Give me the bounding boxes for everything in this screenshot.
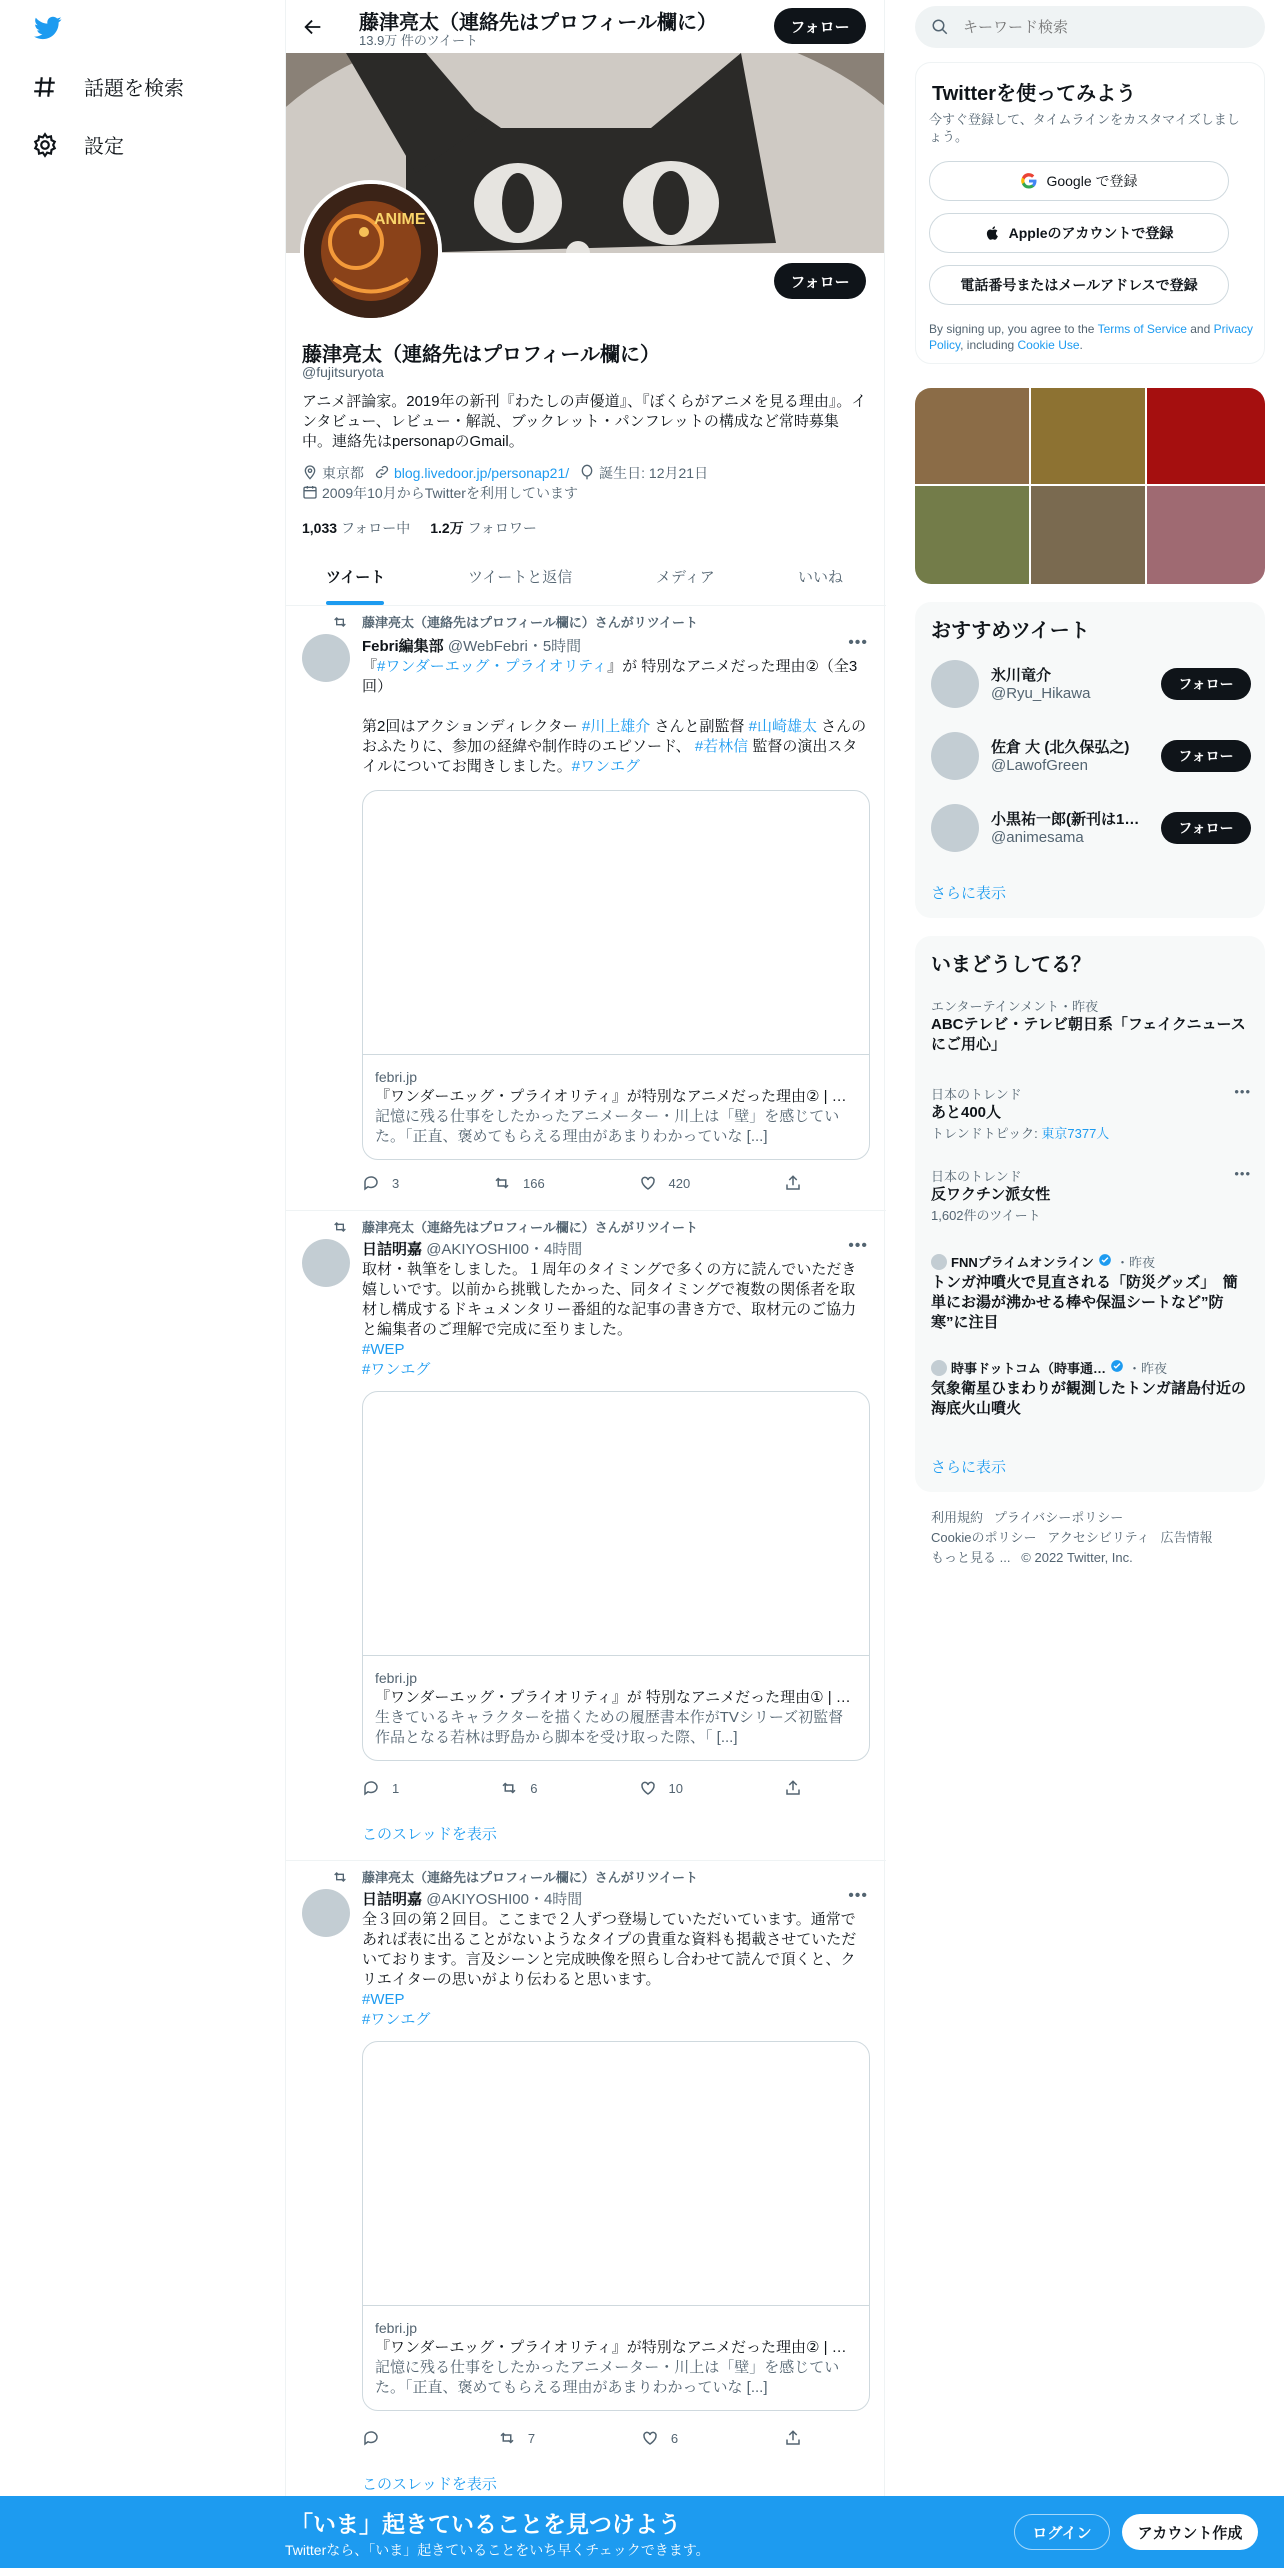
banner-signup-button[interactable]: アカウント作成 [1122,2514,1258,2550]
profile-joined-row [302,483,578,503]
tweet-text-part: 』が 特別なアニメだった理由②（全3回） [362,658,858,695]
reply-count: 1 [392,1780,400,1796]
trend-subtitle-text: トレンドトピック: [931,1126,1042,1141]
news-title: 気象衛星ひまわりが観測したトンガ諸島付近の海底火山噴火 [931,1380,1247,1417]
media-thumbnail[interactable] [1031,388,1145,484]
tweet-actions [362,1174,802,1192]
bottom-signup-banner [0,2496,1284,2568]
media-thumbnail[interactable] [915,388,1029,484]
profile-stats [302,518,537,538]
trend-subtitle: 1,602件のツイート [931,1208,1041,1223]
tab-tweets[interactable]: ツイート [326,569,386,586]
link-card-title: 『ワンダーエッグ・プライオリティ』が 特別なアニメだった理由① | … [375,1689,851,1706]
tweet-author-line [362,1888,582,1909]
link-card[interactable] [362,790,870,1160]
tweet-text-part: 監督の演出スタイルについてお聞きしました。 [362,738,858,775]
trend-more-icon[interactable]: ••• [1234,1166,1251,1181]
terms-text: . [1079,338,1083,352]
link-card-title: 『ワンダーエッグ・プライオリティ』が特別なアニメだった理由② | … [375,2339,847,2356]
search-box[interactable] [915,6,1265,48]
reply-icon [362,1174,380,1192]
share-icon [784,1779,802,1797]
cookie-link[interactable]: Cookie Use [1017,338,1080,352]
retweet-small-icon [332,614,348,630]
reply-icon [362,1779,380,1797]
user-handle: @LawofGreen [991,757,1088,774]
apple-signup-label: Appleのアカウントで登録 [1008,225,1174,241]
tweet-actions [362,2429,802,2447]
terms-text: By signing up, you agree to the [929,322,1098,336]
signup-terms [929,321,1254,353]
tweet-author-line [362,1238,582,1259]
tweet-body: 取材・執筆をしました。１周年のタイミングで多くの方に読んでいただき嬉しいです。以前から挑戦したかった、同タイミングで複数の関係者を取材し構成するドキュメンタリー番組的な記事の書き方で、取材元のご協力と編集者のご理解で完成に至りました。 [362,1261,857,1338]
show-thread-link[interactable]: このスレッドを表示 [362,1826,497,1843]
hashtag-link[interactable]: #ワンエグ [571,758,641,775]
share-button[interactable] [784,2429,802,2447]
reply-count: 3 [392,1175,400,1191]
banner-title: 「いま」起きていることを見つけよう [290,2511,681,2537]
avatar-text: ANIME [374,211,426,228]
media-thumbnail[interactable] [1147,486,1265,584]
search-icon [931,18,949,36]
retweet-icon [498,2429,516,2447]
footer-terms-link[interactable]: 利用規約 [931,1510,984,1525]
reply-button[interactable] [362,1174,399,1192]
news-source: 時事ドットコム（時事通… [951,1361,1106,1376]
signup-subtitle: 今すぐ登録して、タイムラインをカスタマイズしましょう。 [929,112,1240,144]
apple-signup-button[interactable] [929,213,1229,253]
tweet-author-avatar[interactable] [302,1889,350,1937]
news-source-line [931,1252,1251,1271]
hashtag-link[interactable]: #WEP [362,1341,405,1358]
trend-context: 日本のトレンド [931,1087,1022,1102]
followers-label: フォロワー [467,520,537,536]
trends-panel [915,936,1265,1492]
google-signup-label: Google で登録 [1046,173,1138,189]
retweet-button[interactable] [493,1174,545,1192]
hashtag-link[interactable]: #ワンエグ [362,1361,431,1378]
link-card[interactable] [362,2041,870,2411]
banner-subtitle: Twitterなら、「いま」起きていることをいち早くチェックできます。 [285,2542,710,2558]
who-to-follow-user[interactable] [931,656,1251,712]
tweet-text-part: 『 [362,658,378,675]
share-icon [784,2429,802,2447]
tweet-author-meta: @AKIYOSHI00・4時間 [426,1241,583,1258]
profile-joined: 2009年10月からTwitterを利用しています [322,485,578,501]
footer-accessibility-link[interactable]: アクセシビリティ [1047,1530,1150,1545]
source-avatar [931,1254,947,1270]
news-time: ・昨夜 [1127,1361,1167,1376]
tweet-author-name[interactable]: Febri編集部 [362,638,444,655]
retweet-icon [500,1779,518,1797]
link-card-domain: febri.jp [375,1069,418,1085]
media-thumbnail[interactable] [1031,486,1145,584]
tweet-author-avatar[interactable] [302,634,350,682]
like-count: 6 [670,2430,679,2446]
who-to-follow-user[interactable] [931,800,1251,856]
retweet-indicator [332,1867,698,1886]
trend-topic-link[interactable]: 東京7377人 [1041,1126,1110,1141]
retweet-label: 藤津亮太（連絡先はプロフィール欄に）さんがリツイート [362,1220,699,1235]
share-button[interactable] [784,1174,802,1192]
follow-button[interactable]: フォロー [1161,812,1251,844]
tweet-1[interactable] [286,606,884,1210]
trend-context: エンターテインメント・昨夜 [931,999,1099,1014]
link-card-image [363,1392,869,1656]
verified-badge-icon [1098,1253,1112,1270]
reply-button[interactable] [362,1779,399,1797]
phone-email-signup-button[interactable]: 電話番号またはメールアドレスで登録 [929,265,1229,305]
who-to-follow-user[interactable] [931,728,1251,784]
link-card-image [363,2042,869,2306]
retweet-count: 166 [523,1175,545,1191]
tweet-text [362,1260,870,1380]
tweet-text-part: さんと副監督 [650,718,749,735]
user-name: 氷川竜介 [991,667,1052,684]
hashtag-link[interactable]: #WEP [362,1991,405,2008]
google-signup-button[interactable] [929,161,1229,201]
location-pin-icon [302,464,318,483]
like-count: 10 [668,1780,683,1796]
back-arrow-icon[interactable] [302,16,324,42]
search-input[interactable] [963,19,1223,36]
link-card-description: 記憶に残る仕事をしたかったアニメーター・川上は「壁」を感じていた。「正直、褒めてもらえる理由があまりわかっていな [...] [375,2359,840,2396]
news-item[interactable] [931,1252,1251,1333]
retweet-indicator [332,612,698,631]
retweet-label: 藤津亮太（連絡先はプロフィール欄に）さんがリツイート [362,1870,699,1885]
more-options-icon[interactable]: ••• [848,1237,868,1254]
who-to-follow-title: おすすめツイート [931,620,1090,642]
signup-panel [915,62,1265,364]
news-time: ・昨夜 [1115,1255,1155,1270]
share-button[interactable] [784,1779,802,1797]
signup-title: Twitterを使ってみよう [932,83,1137,105]
apple-icon [985,225,1001,241]
user-avatar[interactable] [931,804,979,852]
hashtag-icon [32,74,58,100]
tab-media[interactable]: メディア [656,569,715,586]
tweet-author-avatar[interactable] [302,1239,350,1287]
more-options-icon[interactable]: ••• [848,634,868,651]
footer-links [931,1508,1251,1568]
tweet-author-meta: @WebFebri・5時間 [447,638,582,655]
tweet-author-name[interactable]: 日詰明嘉 [362,1241,423,1258]
link-card-domain: febri.jp [375,2320,418,2336]
trend-subtitle [931,1123,1251,1142]
tweet-text-part: さんのおふたりに、参加の経緯や制作時のエピソード、 [362,718,867,755]
news-source-line [931,1358,1251,1377]
trend-context: 日本のトレンド [931,1169,1022,1184]
retweet-count: 6 [530,1780,538,1796]
nav-settings-label: 設定 [84,136,124,158]
footer-ads-link[interactable]: 広告情報 [1160,1530,1213,1545]
tab-likes[interactable]: いいね [798,569,844,586]
tweet-text [362,1910,870,2030]
user-handle: @animesama [991,829,1084,846]
link-card[interactable] [362,1391,870,1761]
link-card-title: 『ワンダーエッグ・プライオリティ』が特別なアニメだった理由② | … [375,1088,847,1105]
trend-item[interactable] [931,1166,1251,1224]
terms-text: , including [960,338,1018,352]
news-source: FNNプライムオンライン [951,1255,1094,1270]
like-button[interactable] [639,1174,691,1192]
hashtag-link[interactable]: #ワンエグ [362,2011,431,2028]
reply-icon [362,2429,380,2447]
share-icon [784,1174,802,1192]
heart-icon [641,2429,659,2447]
like-count: 420 [668,1175,691,1191]
header-title: 藤津亮太（連絡先はプロフィール欄に） [359,12,717,34]
banner-login-button[interactable]: ログイン [1014,2514,1110,2550]
terms-link[interactable]: Terms of Service [1097,322,1187,336]
tab-tweets-replies[interactable]: ツイートと返信 [468,569,573,586]
hashtag-link[interactable]: #若林信 [694,738,749,755]
retweet-icon [493,1174,511,1192]
profile-birthday: 誕生日: 12月21日 [599,465,709,481]
gear-icon [32,132,58,158]
tweet-actions [362,1779,802,1797]
trend-more-icon[interactable]: ••• [1234,1084,1251,1099]
main-column [285,0,885,2568]
footer-copyright: © 2022 Twitter, Inc. [1021,1550,1133,1565]
who-to-follow-more-link[interactable]: さらに表示 [931,885,1007,902]
user-avatar[interactable] [931,732,979,780]
retweet-count: 7 [527,2430,536,2446]
header-tweet-count: 13.9万 件のツイート [359,33,479,48]
balloon-icon [579,464,595,483]
trends-title: いまどうしてる？ [931,954,1091,976]
header-follow-button[interactable]: フォロー [774,8,866,44]
twitter-logo-icon[interactable] [32,14,64,42]
nav-explore[interactable] [32,72,184,101]
who-to-follow-panel [915,602,1265,918]
tweet-author-name[interactable]: 日詰明嘉 [362,1891,423,1908]
link-card-description: 記憶に残る仕事をしたかったアニメーター・川上は「壁」を感じていた。「正直、褒めてもらえる理由があまりわかっていな [...] [375,1108,840,1145]
like-button[interactable] [639,1779,683,1797]
retweet-small-icon [332,1869,348,1885]
retweet-indicator [332,1217,698,1236]
tweet-author-meta: @AKIYOSHI00・4時間 [426,1891,583,1908]
heart-icon [639,1779,657,1797]
followers-stat[interactable] [430,518,537,538]
profile-url-link[interactable]: blog.livedoor.jp/personap21/ [394,465,570,481]
trend-item[interactable] [931,996,1251,1055]
tweet-text-part: 第2回はアクションディレクター [362,718,582,735]
trend-title: ABCテレビ・テレビ朝日系「フェイクニュースにご用心」 [931,1016,1246,1053]
trend-item[interactable] [931,1084,1251,1142]
show-thread-link[interactable]: このスレッドを表示 [362,2476,497,2493]
nav-settings[interactable] [32,130,124,159]
following-stat[interactable] [302,518,410,538]
link-card-image [363,791,869,1055]
google-icon [1020,172,1038,190]
following-label: フォロー中 [340,520,411,536]
hashtag-link[interactable]: #川上雄介 [581,718,651,735]
link-card-domain: febri.jp [375,1670,418,1686]
source-avatar [931,1360,947,1376]
trends-more-link[interactable]: さらに表示 [931,1459,1007,1476]
calendar-icon [302,484,318,503]
media-grid[interactable] [915,388,1265,584]
trend-title: あと400人 [931,1104,1002,1121]
media-thumbnail[interactable] [1147,388,1265,484]
hashtag-link[interactable]: #山崎雄太 [748,718,817,735]
profile-location: 東京都 [322,465,364,481]
news-title: トンガ沖噴火で見直される「防災グッズ」 簡単にお湯が沸かせる棒や保温シートなど”防寒”に注目 [931,1274,1238,1331]
tweet-body: 全３回の第２回目。ここまで２人ずつ登場していただいています。通常であれば表に出ることがないようなタイプの貴重な資料も掲載させていただいております。言及シーンと完成映像を照らし合わせて読んで頂くと、クリエイターの思いがより伝わると思います。 [362,1911,857,1988]
verified-badge-icon [1110,1359,1124,1376]
heart-icon [639,1174,657,1192]
more-options-icon[interactable]: ••• [848,1887,868,1904]
user-name: 小黒祐一郎(新刊は1… [991,811,1140,828]
profile-follow-button[interactable]: フォロー [774,263,866,299]
user-handle: @Ryu_Hikawa [991,685,1091,702]
profile-name: 藤津亮太（連絡先はプロフィール欄に） [302,344,660,366]
retweet-button[interactable] [498,2429,535,2447]
footer-privacy-link[interactable]: プライバシーポリシー [993,1510,1124,1525]
profile-avatar[interactable] [300,180,442,322]
followers-count: 1.2万 [430,520,464,536]
retweet-small-icon [332,1219,348,1235]
news-item[interactable] [931,1358,1251,1419]
footer-cookie-link[interactable]: Cookieのポリシー [931,1530,1037,1545]
terms-text: and [1186,322,1214,336]
footer-more-link[interactable]: もっと見る ... [931,1550,1011,1565]
privacy-link[interactable]: Privacy Policy [929,322,1253,352]
link-card-description: 生きているキャラクターを描くための履歴書本作がTVシリーズ初監督作品となる若林は野島から脚本を受け取った際、「 [...] [375,1709,844,1746]
following-count: 1,033 [302,520,338,536]
profile-bio: アニメ評論家。2019年の新刊『わたしの声優道』、『ぼくらがアニメを見る理由』。インタビュー、レビュー・解説、ブックレット・パンフレットの構成など常時募集中。連絡先はpersonapのGmail。 [302,393,867,450]
follow-button[interactable]: フォロー [1161,668,1251,700]
profile-handle: @fujitsuryota [302,364,384,380]
follow-button[interactable]: フォロー [1161,740,1251,772]
profile-meta-row [302,463,872,483]
media-thumbnail[interactable] [915,486,1029,584]
trend-title: 反ワクチン派女性 [931,1186,1051,1203]
retweet-label: 藤津亮太（連絡先はプロフィール欄に）さんがリツイート [362,615,699,630]
reply-button[interactable] [362,2429,392,2447]
retweet-button[interactable] [500,1779,537,1797]
link-icon [374,464,390,483]
like-button[interactable] [641,2429,678,2447]
tweet-2[interactable] [286,1211,884,1861]
user-avatar[interactable] [931,660,979,708]
tweet-3[interactable] [286,1861,884,2501]
hashtag-link[interactable]: #ワンダーエッグ・プライオリティ [377,658,608,675]
user-name: 佐倉 大 (北久保弘之) [991,739,1130,756]
tweet-author-line [362,635,581,656]
tweet-text [362,657,870,777]
nav-explore-label: 話題を検索 [84,78,184,100]
